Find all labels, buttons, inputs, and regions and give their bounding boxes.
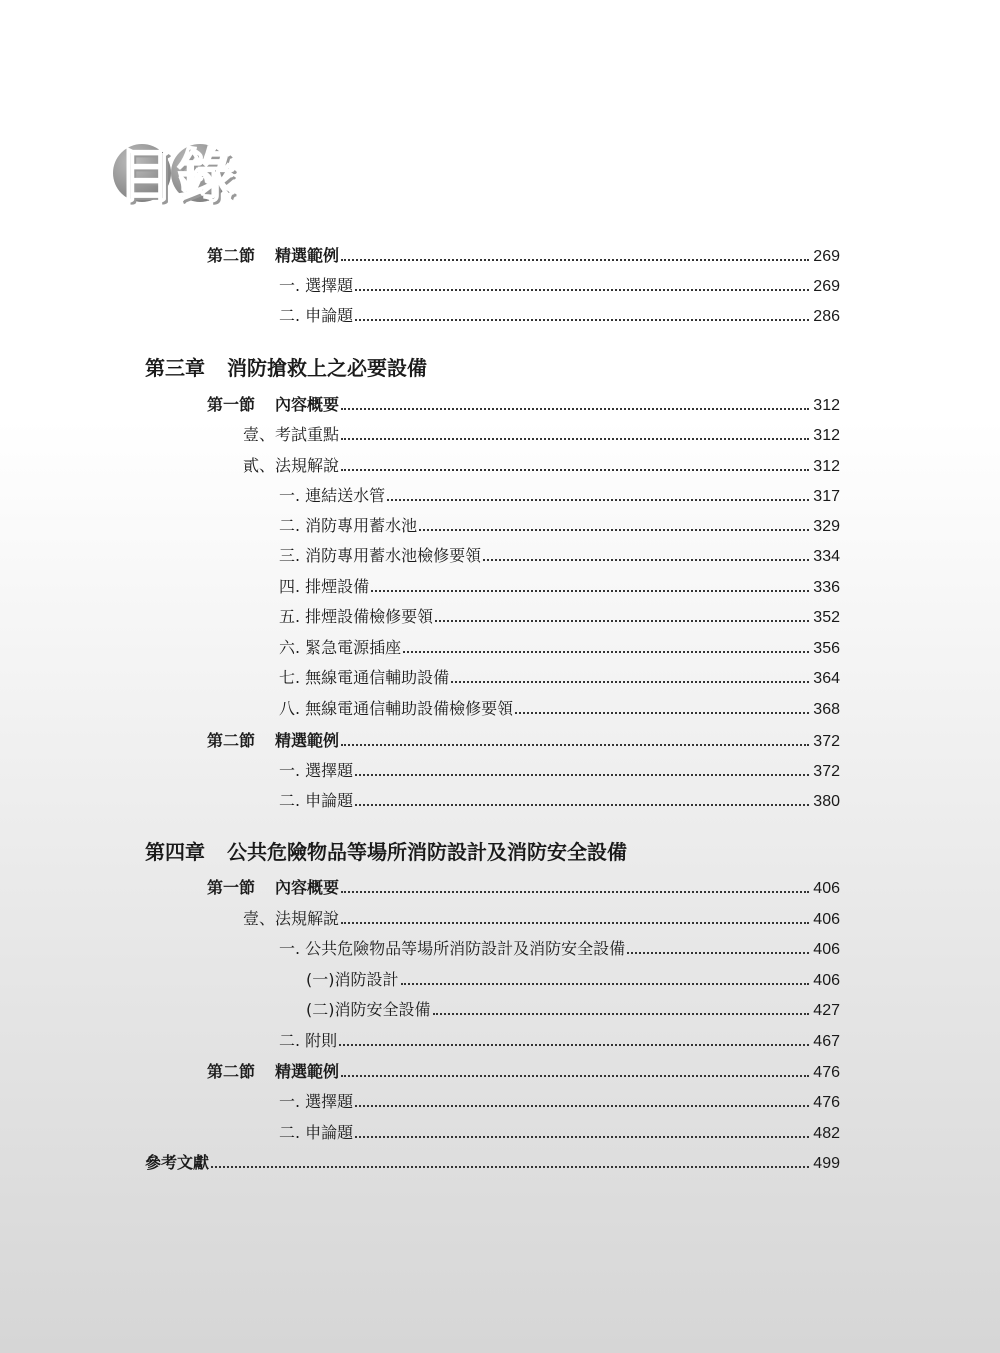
toc-entry-label: 二. 附則 — [279, 1031, 338, 1050]
toc-page-number: 380 — [813, 793, 840, 810]
toc-entry[interactable] — [207, 731, 840, 752]
toc-page-number: 476 — [813, 1094, 840, 1111]
toc-page-number: 364 — [813, 670, 840, 687]
toc-entry-label: 二. 申論題 — [279, 791, 354, 810]
toc-entry-label: (一)消防設計 — [306, 970, 399, 989]
dot-leader — [435, 619, 809, 622]
toc-entry[interactable] — [279, 638, 840, 659]
section-number: 第一節 — [207, 878, 256, 897]
toc-entry-label: 參考文獻 — [145, 1153, 210, 1172]
toc-page-number: 499 — [813, 1155, 840, 1172]
chapter-number: 第四章 — [145, 840, 205, 864]
dot-leader — [341, 743, 809, 746]
toc-entry[interactable] — [279, 1092, 840, 1113]
section-title: 內容概要 — [275, 395, 340, 414]
toc-entry-label — [207, 731, 339, 751]
toc-page-number: 482 — [813, 1125, 840, 1142]
toc-entry-label: 二. 消防專用蓄水池 — [279, 516, 418, 535]
section-number: 第二節 — [207, 1062, 256, 1081]
dot-leader — [341, 258, 809, 261]
toc-page-number: 329 — [813, 518, 840, 535]
section-title: 精選範例 — [275, 246, 340, 265]
section-number: 第二節 — [207, 246, 256, 265]
toc-page-number: 334 — [813, 548, 840, 565]
toc-entry[interactable] — [243, 425, 840, 446]
toc-page-number: 368 — [813, 701, 840, 718]
toc-entry-label: 六. 緊急電源插座 — [279, 638, 402, 657]
toc-entry[interactable] — [279, 939, 840, 960]
dot-leader — [515, 711, 809, 714]
toc-entry-label: 四. 排煙設備 — [279, 577, 370, 596]
toc-entry[interactable] — [279, 668, 840, 689]
dot-leader — [341, 437, 809, 440]
toc-entry[interactable] — [207, 395, 840, 416]
toc-entry-label: 一. 選擇題 — [279, 761, 354, 780]
toc-entry-label: 一. 選擇題 — [279, 276, 354, 295]
toc-page-number: 372 — [813, 763, 840, 780]
toc-page-number: 356 — [813, 640, 840, 657]
dot-leader — [371, 589, 809, 592]
toc-entry-label: 二. 申論題 — [279, 306, 354, 325]
section-title: 精選範例 — [275, 731, 340, 750]
dot-leader — [341, 468, 809, 471]
toc-page-number: 336 — [813, 579, 840, 596]
toc-page-number: 312 — [813, 458, 840, 475]
chapter-number: 第三章 — [145, 356, 205, 380]
toc-entry[interactable] — [207, 246, 840, 267]
toc-entry[interactable] — [207, 878, 840, 899]
toc-entry[interactable] — [145, 1153, 840, 1174]
toc-entry-label: 八. 無線電通信輔助設備檢修要領 — [279, 699, 514, 718]
toc-entry-label: 一. 選擇題 — [279, 1092, 354, 1111]
toc-entry[interactable] — [243, 456, 840, 477]
toc-page-number: 286 — [813, 308, 840, 325]
dot-leader — [483, 558, 809, 561]
toc-entry[interactable] — [279, 1031, 840, 1052]
toc-entry[interactable] — [243, 909, 840, 930]
dot-leader — [451, 680, 809, 683]
toc-entry[interactable] — [279, 1123, 840, 1144]
section-title: 內容概要 — [275, 878, 340, 897]
page-title: 目錄 — [117, 142, 238, 210]
toc-entry-label — [207, 1062, 339, 1082]
toc-entry-label: 三. 消防專用蓄水池檢修要領 — [279, 546, 482, 565]
toc-page-number: 476 — [813, 1064, 840, 1081]
dot-leader — [341, 890, 809, 893]
dot-leader — [355, 288, 809, 291]
chapter-title: 消防搶救上之必要設備 — [227, 356, 427, 380]
toc-entry-label: (二)消防安全設備 — [306, 1000, 431, 1019]
toc-page-number: 352 — [813, 609, 840, 626]
dot-leader — [355, 1104, 809, 1107]
chapter-title: 公共危險物品等場所消防設計及消防安全設備 — [227, 840, 627, 864]
dot-leader — [339, 1043, 809, 1046]
dot-leader — [341, 921, 809, 924]
dot-leader — [211, 1165, 809, 1168]
toc-page-number: 406 — [813, 880, 840, 897]
toc-page-number: 406 — [813, 911, 840, 928]
toc-entry[interactable] — [279, 607, 840, 628]
toc-entry[interactable] — [306, 1000, 840, 1021]
toc-entry[interactable] — [279, 486, 840, 507]
toc-entry[interactable] — [207, 1062, 840, 1083]
toc-entry[interactable] — [279, 577, 840, 598]
section-number: 第一節 — [207, 395, 256, 414]
toc-page-number: 312 — [813, 397, 840, 414]
toc-entry-label: 七. 無線電通信輔助設備 — [279, 668, 450, 687]
toc-page-number: 406 — [813, 941, 840, 958]
section-title: 精選範例 — [275, 1062, 340, 1081]
dot-leader — [403, 650, 809, 653]
toc-page-number: 317 — [813, 488, 840, 505]
dot-leader — [355, 773, 809, 776]
toc-page-number: 269 — [813, 278, 840, 295]
chapter-heading — [145, 356, 427, 380]
dot-leader — [387, 498, 809, 501]
toc-entry-label: 一. 公共危險物品等場所消防設計及消防安全設備 — [279, 939, 626, 958]
toc-entry-label: 壹、考試重點 — [243, 425, 340, 444]
dot-leader — [341, 407, 809, 410]
dot-leader — [401, 982, 810, 985]
section-number: 第二節 — [207, 731, 256, 750]
toc-entry[interactable] — [279, 276, 840, 297]
dot-leader — [355, 1135, 809, 1138]
toc-page-number: 372 — [813, 733, 840, 750]
toc-entry-label: 貳、法規解說 — [243, 456, 340, 475]
toc-page-number: 269 — [813, 248, 840, 265]
dot-leader — [355, 803, 809, 806]
toc-page-number: 312 — [813, 427, 840, 444]
toc-entry[interactable] — [279, 791, 840, 812]
toc-entry-label: 二. 申論題 — [279, 1123, 354, 1142]
toc-entry[interactable] — [279, 306, 840, 327]
toc-page-number: 427 — [813, 1002, 840, 1019]
toc-entry-label: 五. 排煙設備檢修要領 — [279, 607, 434, 626]
chapter-heading — [145, 840, 627, 864]
dot-leader — [627, 951, 809, 954]
dot-leader — [341, 1074, 809, 1077]
toc-entry[interactable] — [279, 699, 840, 720]
dot-leader — [355, 318, 809, 321]
toc-entry[interactable] — [279, 516, 840, 537]
dot-leader — [419, 528, 809, 531]
toc-page-number: 467 — [813, 1033, 840, 1050]
toc-entry-label: 一. 連結送水管 — [279, 486, 386, 505]
toc-entry-label — [207, 395, 339, 415]
toc-entry[interactable] — [279, 761, 840, 782]
dot-leader — [433, 1012, 810, 1015]
toc-entry[interactable] — [306, 970, 840, 991]
toc-entry-label — [207, 246, 339, 266]
toc-entry[interactable] — [279, 546, 840, 567]
toc-entry-label — [207, 878, 339, 898]
toc-page-number: 406 — [813, 972, 840, 989]
toc-entry-label: 壹、法規解說 — [243, 909, 340, 928]
